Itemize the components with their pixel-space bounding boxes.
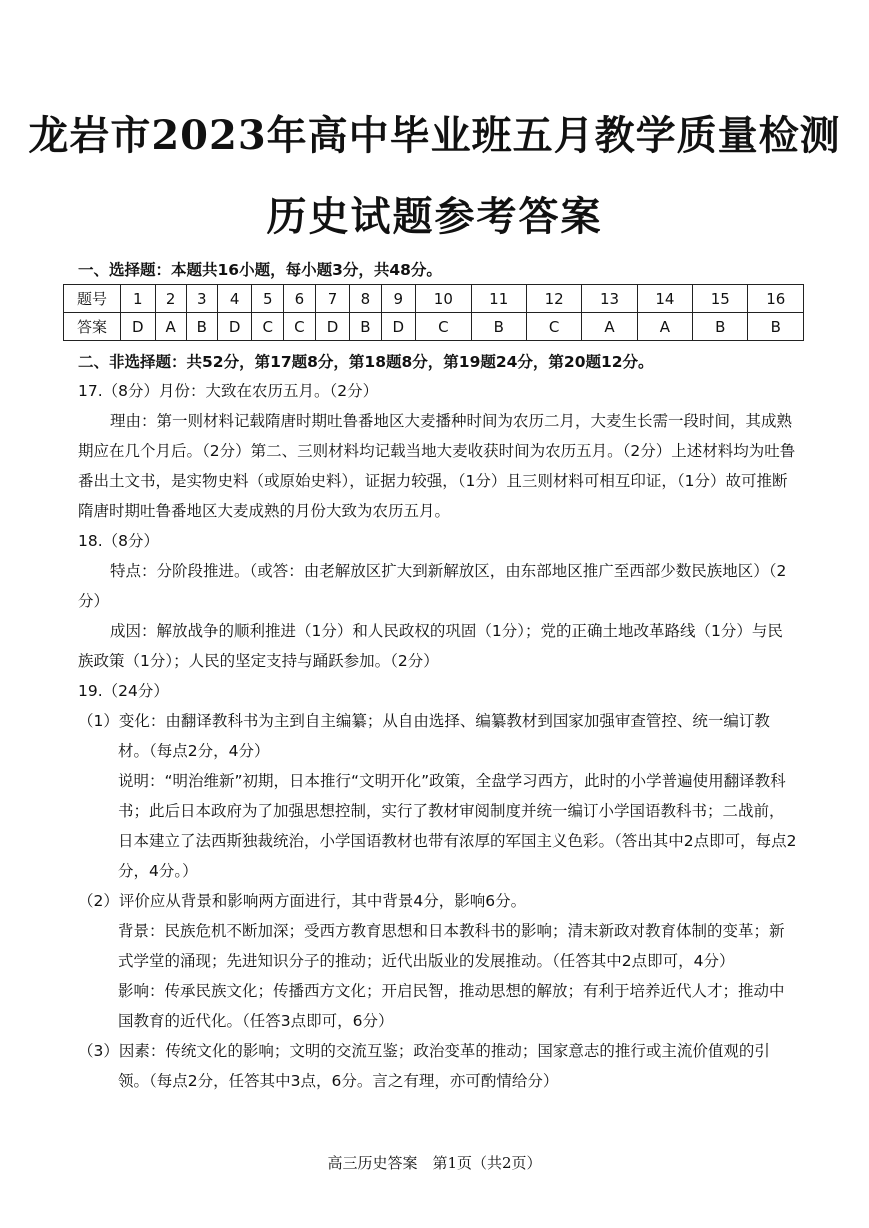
question-number: 13 bbox=[582, 285, 637, 313]
question-number: 3 bbox=[186, 285, 217, 313]
question-number-row bbox=[64, 285, 804, 313]
q17-heading: 17.（8分）月份：大致在农历五月。（2分） bbox=[78, 382, 379, 400]
answer-cell: B bbox=[350, 313, 381, 341]
question-number: 16 bbox=[748, 285, 804, 313]
answer-cell: A bbox=[582, 313, 637, 341]
answer-cell: A bbox=[155, 313, 186, 341]
question-number: 11 bbox=[471, 285, 526, 313]
section-2-heading: 二、非选择题：共52分，第17题8分，第18题8分，第19题24分，第20题12分。 bbox=[78, 353, 654, 371]
question-number: 8 bbox=[350, 285, 381, 313]
question-number: 7 bbox=[315, 285, 350, 313]
answer-cell: D bbox=[315, 313, 350, 341]
answer-cell: A bbox=[637, 313, 692, 341]
page-footer: 高三历史答案 第1页（共2页） bbox=[327, 1154, 542, 1172]
title-line-2: 历史试题参考答案 bbox=[266, 193, 603, 240]
question-number: 14 bbox=[637, 285, 692, 313]
answer-body bbox=[78, 376, 798, 1096]
q19-part-2-background: 背景：民族危机不断加深；受西方教育思想和日本教科书的影响；清末新政对教育体制的变革；新式学堂的涌现；先进知识分子的推动；近代出版业的发展推动。（任答其中2点即可，4分） bbox=[118, 922, 785, 970]
answer-cell: B bbox=[693, 313, 748, 341]
answer-cell: D bbox=[217, 313, 252, 341]
question-number: 15 bbox=[693, 285, 748, 313]
answer-cell: B bbox=[748, 313, 804, 341]
question-number: 4 bbox=[217, 285, 252, 313]
q19-heading: 19.（24分） bbox=[78, 682, 169, 700]
table-row-header: 答案 bbox=[64, 313, 121, 341]
question-number: 6 bbox=[284, 285, 316, 313]
q18-heading: 18.（8分） bbox=[78, 532, 160, 550]
q19-part-1-note: 说明：“明治维新”初期，日本推行“文明开化”政策，全盘学习西方，此时的小学普遍使用翻译教科书；此后日本政府为了加强思想控制，实行了教材审阅制度并统一编订小学国语教科书；二战前，日本建立了法西斯独裁统治，小学国语教材也带有浓厚的军国主义色彩。（答出其中2点即可，每点2分，4分。） bbox=[118, 772, 797, 880]
answer-cell: B bbox=[186, 313, 217, 341]
q17-reason: 理由：第一则材料记载隋唐时期吐鲁番地区大麦播种时间为农历二月，大麦生长需一段时间，其成熟期应在几个月后。（2分）第二、三则材料均记载当地大麦收获时间为农历五月。（2分）上述材料均为吐鲁番出土文书，是实物史料（或原始史料），证据力较强，（1分）且三则材料可相互印证，（1分）故可推断隋唐时期吐鲁番地区大麦成熟的月份大致为农历五月。 bbox=[78, 412, 796, 520]
section-1-heading: 一、选择题：本题共16小题，每小题3分，共48分。 bbox=[78, 261, 442, 279]
answer-cell: C bbox=[252, 313, 284, 341]
title-line-1: 龙岩市2023年高中毕业班五月教学质量检测 bbox=[28, 112, 841, 159]
question-number: 12 bbox=[526, 285, 581, 313]
question-number: 9 bbox=[381, 285, 416, 313]
q19-part-2: （2）评价应从背景和影响两方面进行，其中背景4分，影响6分。 bbox=[78, 892, 527, 910]
q19-part-2-effect: 影响：传承民族文化；传播西方文化；开启民智，推动思想的解放；有利于培养近代人才；推动中国教育的近代化。（任答3点即可，6分） bbox=[118, 982, 785, 1030]
question-number: 1 bbox=[121, 285, 156, 313]
answer-cell: D bbox=[121, 313, 156, 341]
answer-cell: D bbox=[381, 313, 416, 341]
q18-feature: 特点：分阶段推进。（或答：由老解放区扩大到新解放区，由东部地区推广至西部少数民族地区）（2分） bbox=[78, 562, 787, 610]
table-row-header: 题号 bbox=[64, 285, 121, 313]
question-number: 2 bbox=[155, 285, 186, 313]
answer-cell: C bbox=[526, 313, 581, 341]
answer-cell: C bbox=[416, 313, 471, 341]
answer-cell: C bbox=[284, 313, 316, 341]
q19-part-1: （1）变化：由翻译教科书为主到自主编纂；从自由选择、编纂教材到国家加强审查管控、统一编订教材。（每点2分，4分） bbox=[78, 712, 770, 760]
question-number: 5 bbox=[252, 285, 284, 313]
answer-table bbox=[63, 284, 804, 341]
answer-row bbox=[64, 313, 804, 341]
q18-cause: 成因：解放战争的顺利推进（1分）和人民政权的巩固（1分）；党的正确土地改革路线（1分）与民族政策（1分）；人民的坚定支持与踊跃参加。（2分） bbox=[78, 622, 783, 670]
answer-cell: B bbox=[471, 313, 526, 341]
question-number: 10 bbox=[416, 285, 471, 313]
q19-part-3: （3）因素：传统文化的影响；文明的交流互鉴；政治变革的推动；国家意志的推行或主流价值观的引领。（每点2分，任答其中3点，6分。言之有理，亦可酌情给分） bbox=[78, 1042, 770, 1090]
